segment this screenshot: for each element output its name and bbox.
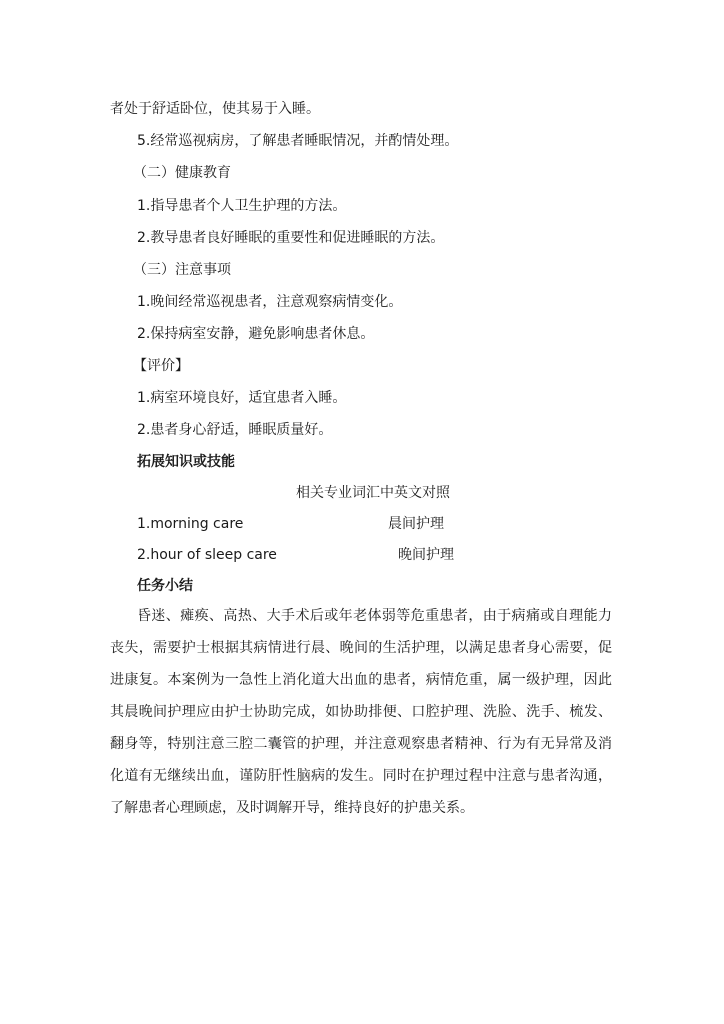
text-line: 1.晚间经常巡视患者，注意观察病情变化。 [137,294,403,310]
text-line: 者处于舒适卧位，使其易于入睡。 [110,101,320,117]
section-heading: 【评价】 [133,358,189,374]
summary-paragraph: 昏迷、瘫痪、高热、大手术后或年老体弱等危重患者，由于病痛或自理能力丧失，需要护士根据其病情进行晨、晚间的生活护理，以满足患者身心需要，促进康复。本案例为一急性上消化道大出血的患者，病情危重，属一级护理，因此其晨晚间护理应由护士协助完成，如协助排便、口腔护理、洗脸、洗手、梳发、翻身等，特别注意三腔二囊管的护理，并注意观察患者精神、行为有无异常及消化道有无继续出血，谨防肝性脑病的发生。同时在护理过程中注意与患者沟通，了解患者心理顾虑，及时调解开导，维持良好的护患关系。 [110,608,612,816]
section-heading: （三）注意事项 [133,262,231,278]
vocab-term-en: 2.hour of sleep care [137,547,277,563]
text-line: 2.保持病室安静，避免影响患者休息。 [137,326,375,342]
vocab-term-zh: 晚间护理 [398,547,454,563]
text-line: 5.经常巡视病房，了解患者睡眠情况，并酌情处理。 [137,133,459,149]
text-line: 1.病室环境良好，适宜患者入睡。 [137,390,347,406]
extension-heading: 拓展知识或技能 [137,454,235,470]
text-line: 1.指导患者个人卫生护理的方法。 [137,198,347,214]
vocab-term-zh: 晨间护理 [388,516,444,532]
section-heading: （二）健康教育 [133,165,231,181]
vocab-table-title: 相关专业词汇中英文对照 [296,485,450,501]
text-line: 2.患者身心舒适，睡眠质量好。 [137,422,333,438]
vocab-term-en: 1.morning care [137,516,244,532]
text-line: 2.教导患者良好睡眠的重要性和促进睡眠的方法。 [137,230,445,246]
summary-heading: 任务小结 [137,578,193,594]
